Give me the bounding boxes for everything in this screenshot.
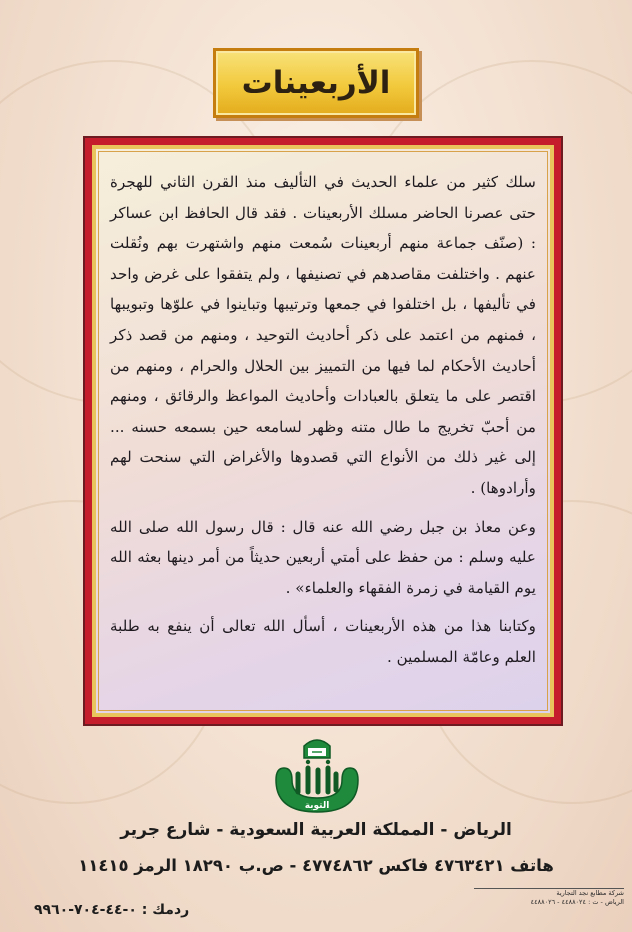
book-title: الأربعينات: [241, 65, 391, 101]
printer-contact: الرياض - ت : ٤٤٨٨٠٢٤ - ٤٤٨٨٠٢٦: [530, 898, 624, 906]
body-text: [110, 167, 536, 681]
paragraph-closing: وكتابنا هذا من هذه الأربعينات ، أسأل الله تعالى أن ينفع به طلبة العلم وعامّة المسلمين .: [110, 617, 536, 666]
isbn: ردمك : ٠-٤٤-٧٠٤-٩٩٦٠: [34, 902, 190, 918]
printer-info: [474, 888, 624, 907]
printer-name: شركة مطابع نجد التجارية: [556, 889, 624, 897]
publisher-contact: هاتف ٤٧٦٣٤٢١ فاكس ٤٧٧٤٨٦٢ - ص.ب ١٨٢٩٠ الرمز ١١٤١٥: [78, 856, 554, 875]
logo-text: التوبة: [304, 801, 330, 811]
publisher-address: الرياض - المملكة العربية السعودية - شارع جرير: [120, 820, 512, 840]
paragraph-intro: سلك كثير من علماء الحديث في التأليف منذ القرن الثاني للهجرة حتى عصرنا الحاضر مسلك الأربعينات . فقد قال الحافظ ابن عساكر : (صنّف جماعة منهم أربعينات سُمعت منهم واشتهرت بهم ونُقلت عنهم . واختلفت مقاصدهم في تصنيفها ، ولم يتفقوا على غرض واحد في تأليفها ، بل اختلفوا في جمعها وترتيبها وتباينوا في علوّها وتبويبها ، فمنهم من اعتمد على ذكر أحاديث التوحيد ، ومنهم من قصد ذكر أحاديث الأحكام لما فيها من التمييز بين الحلال والحرام ، ومنهم من اقتصر على ما يتعلق بالعبادات وأحاديث المواعظ والرقائق ، ومنهم من أحبّ تخريج ما طال متنه وظهر لسامعه حين بسمعه حسنه ... إلى غير ذلك من الأنواع التي قصدوها والأغراض التي سنحت لهم وأرادوها) .: [110, 173, 536, 497]
text-frame: [85, 138, 561, 724]
paragraph-hadith: وعن معاذ بن جبل رضي الله عنه قال : قال رسول الله صلى الله عليه وسلم : من حفظ على أمتي أربعين حديثاً من أمر دينها بعثه الله يوم القيامة في زمرة الفقهاء والعلماء» .: [110, 517, 536, 597]
title-banner: [213, 48, 419, 118]
publisher-logo: [262, 728, 372, 818]
book-icon: [304, 740, 330, 758]
